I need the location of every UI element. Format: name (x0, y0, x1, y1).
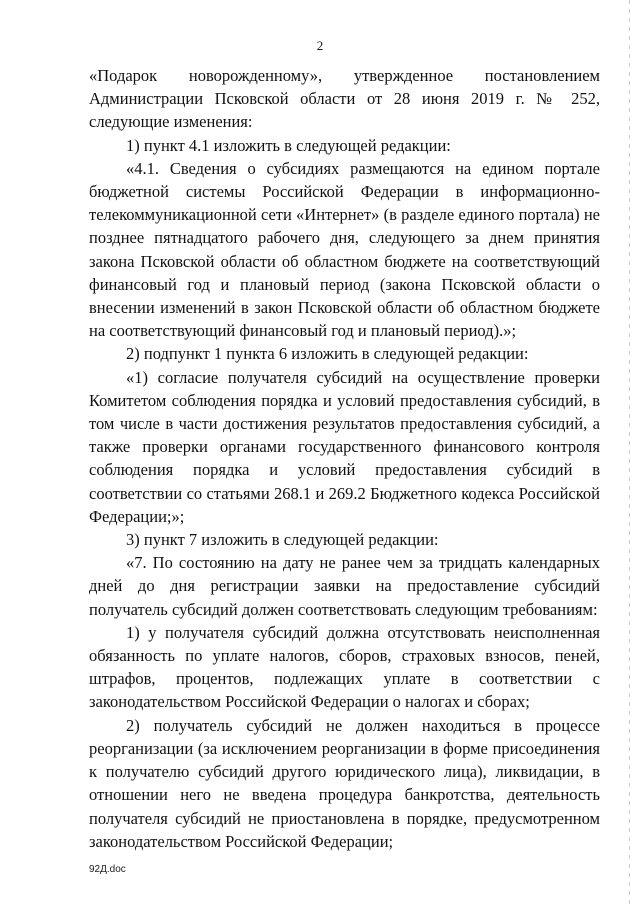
footer-filename: 92Д.doc (89, 864, 126, 875)
scan-edge-divider (629, 0, 630, 905)
paragraph-item-1: 1) пункт 4.1 изложить в следующей редакции: (126, 135, 451, 155)
paragraph-subclause-6-1: «1) согласие получателя субсидий на осуществление проверки Комитетом соблюдения порядка и условий предоставления субсидий, в том числе в части достижения результатов предоставления субсидий, а также проверки органами государственного финансового контроля соблюдения порядка и условий предоставления субсидий в соответствии со статьями 268.1 и 269.2 Бюджетного кодекса Российской Федерации;»; (89, 367, 600, 526)
paragraph-clause-4-1: «4.1. Сведения о субсидиях размещаются на едином портале бюджетной системы Российской Федерации в информационно-телекоммуникационной сети «Интернет» (в разделе единого портала) не позднее пятнадцатого рабочего дня, следующего за днем принятия закона Псковской области об областном бюджете на соответствующий финансовый год и плановый период (закона Псковской области о внесении изменений в закон Псковской области об областном бюджете на соответствующий финансовый год и плановый период).»; (89, 158, 600, 341)
paragraph-intro: «Подарок новорожденному», утвержденное постановлением Администрации Псковской области от 28 июня 2019 г. № 252, следующие изменения: (89, 66, 600, 132)
paragraph-item-3: 3) пункт 7 изложить в следующей редакции: (126, 530, 439, 550)
paragraph-requirement-1: 1) у получателя субсидий должна отсутствовать неисполненная обязанность по уплате налогов, сборов, страховых взносов, пеней, штрафов, процентов, подлежащих уплате в соответствии с законодательством Российской Федерации о налогах и сборах; (89, 622, 600, 712)
paragraph-requirement-2: 2) получатель субсидий не должен находиться в процессе реорганизации (за исключением реорганизации в форме присоединения к получателю субсидий другого юридического лица), ликвидации, в отношении него не введена процедура банкротства, деятельность получателя субсидий не приостановлена в порядке, предусмотренном законодательством Российской Федерации; (89, 715, 600, 851)
paragraph-clause-7: «7. По состоянию на дату не ранее чем за тридцать календарных дней до дня регистрации заявки на предоставление субсидий получатель субсидий должен соответствовать следующим требованиям: (89, 553, 600, 619)
page-number: 2 (316, 38, 324, 53)
document-body (89, 64, 600, 853)
paragraph-item-2: 2) подпункт 1 пункта 6 изложить в следующей редакции: (126, 344, 529, 364)
